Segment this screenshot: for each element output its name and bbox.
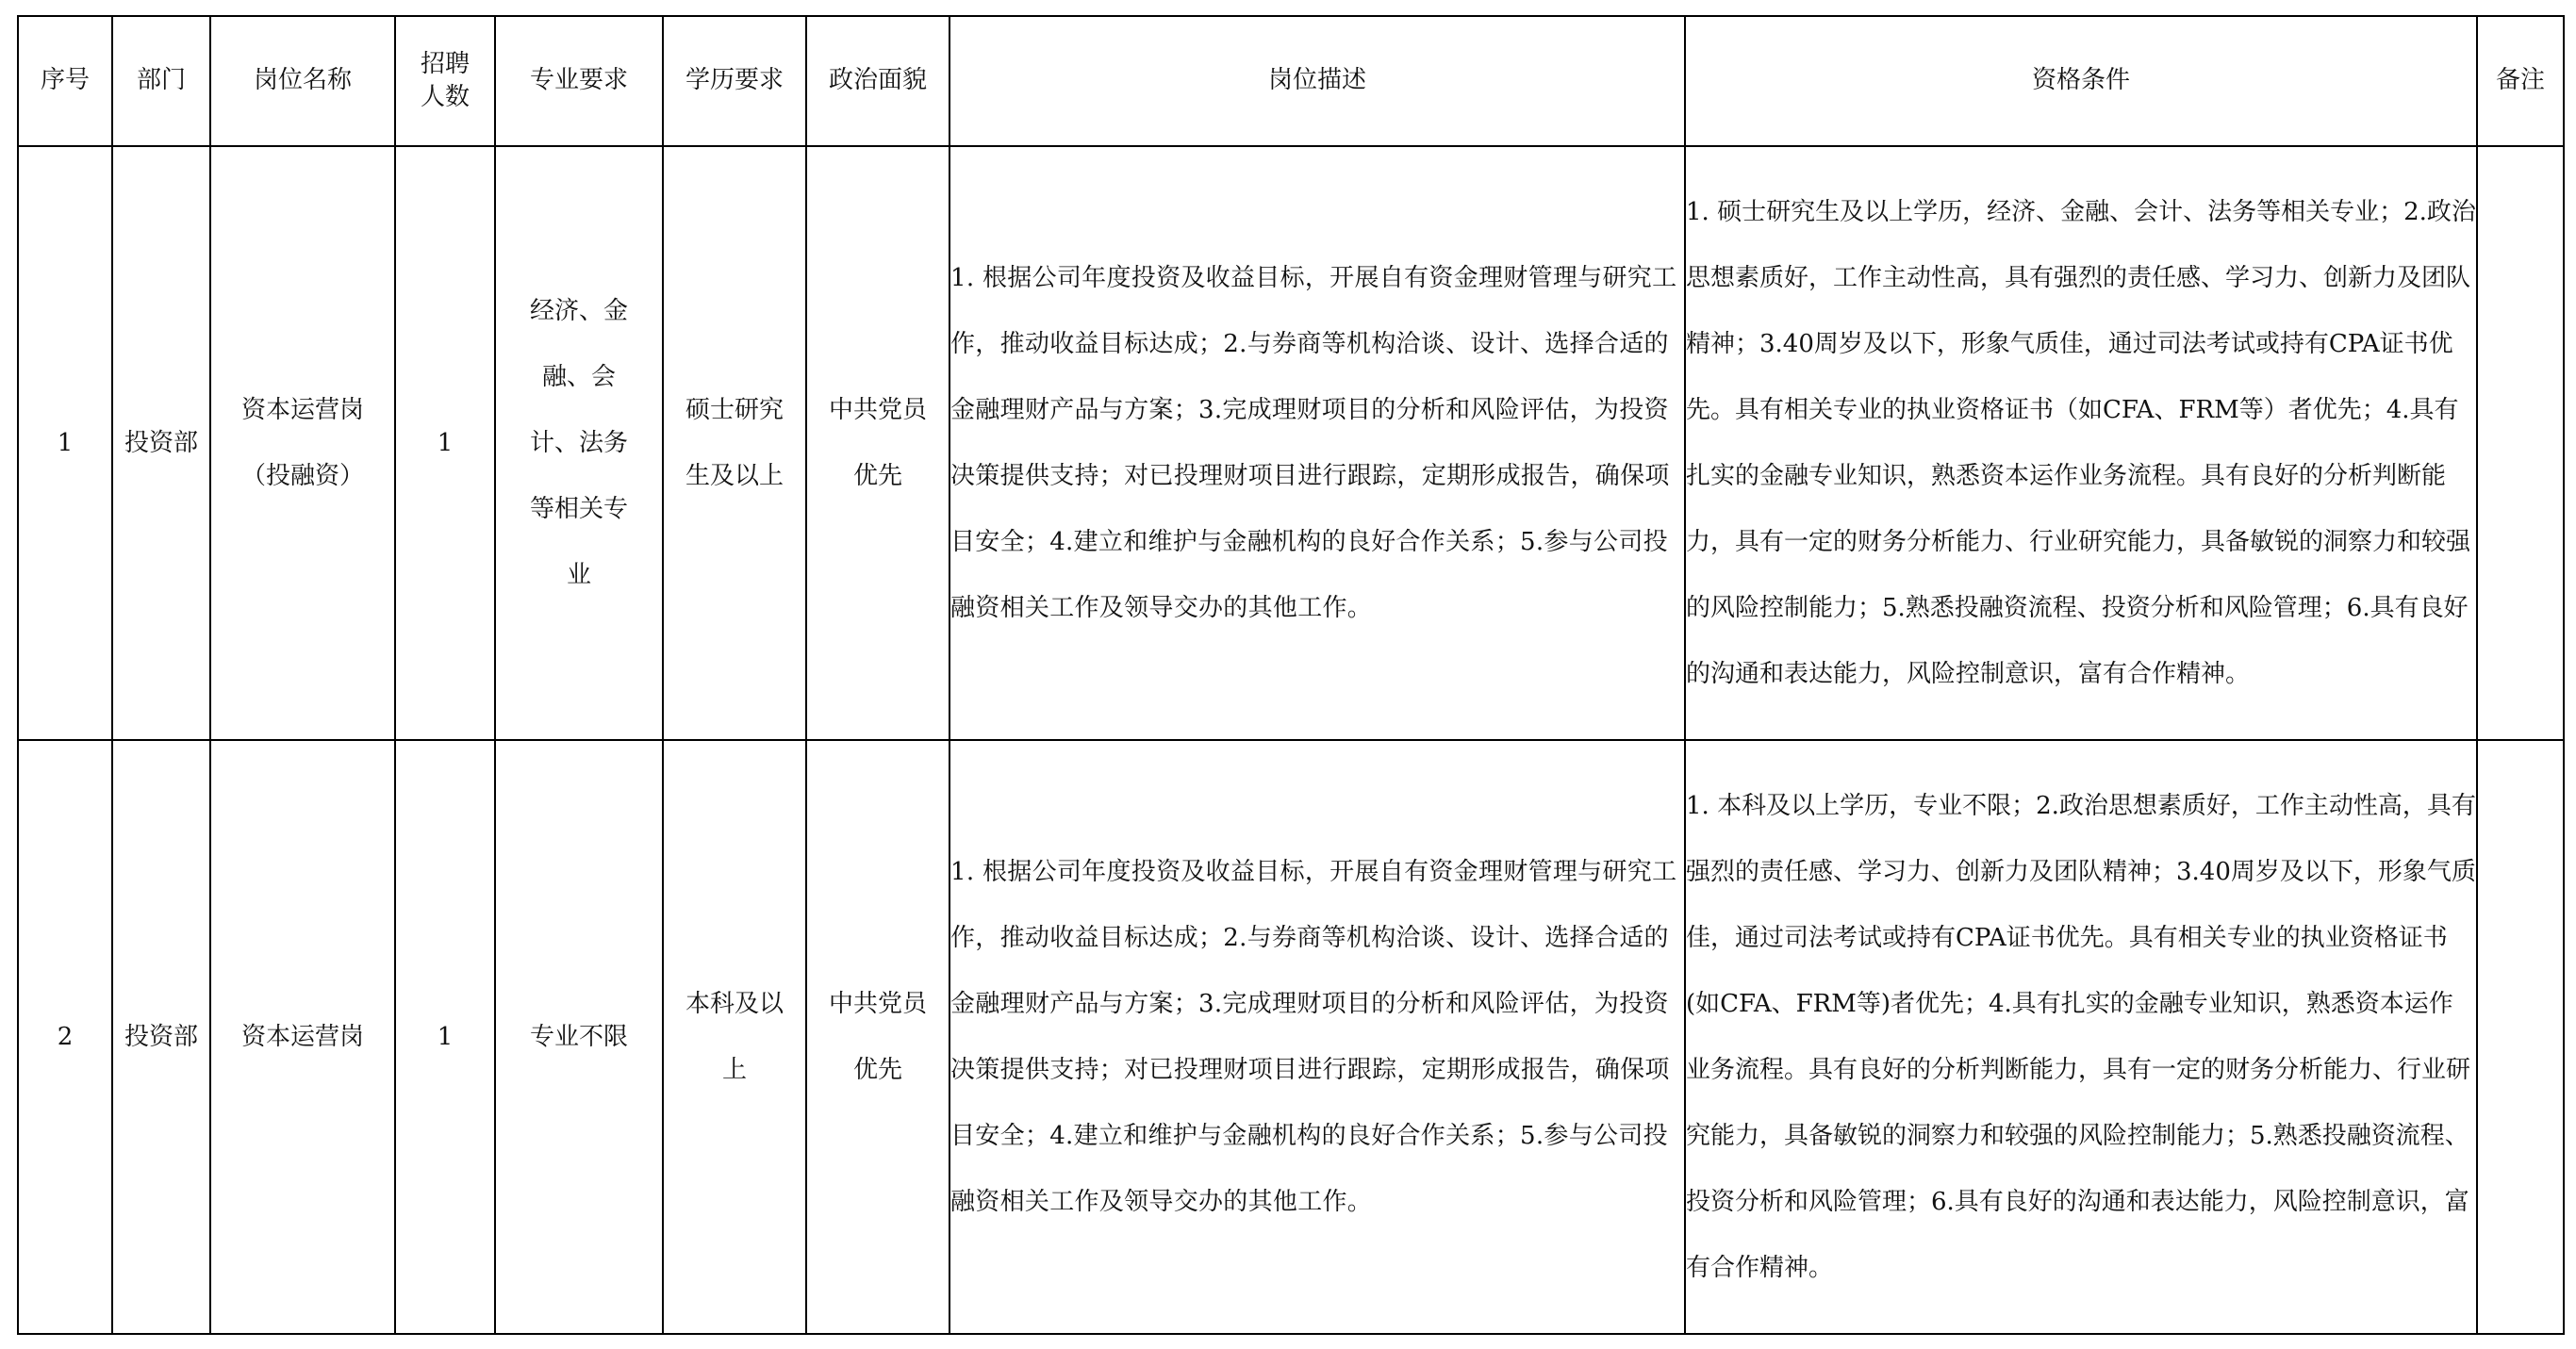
cell-education: 硕士研究生及以上 xyxy=(663,146,806,740)
cell-headcount: 1 xyxy=(395,740,495,1334)
header-headcount-line2: 人数 xyxy=(420,83,470,111)
cell-index: 1 xyxy=(18,146,112,740)
header-qualifications: 资格条件 xyxy=(1685,16,2477,146)
header-row xyxy=(18,16,2564,146)
header-notes: 备注 xyxy=(2477,16,2564,146)
cell-description: 1. 根据公司年度投资及收益目标，开展自有资金理财管理与研究工作，推动收益目标达成；2.与券商等机构洽谈、设计、选择合适的金融理财产品与方案；3.完成理财项目的分析和风险评估，为投资决策提供支持；对已投理财项目进行跟踪，定期形成报告，确保项目安全；4.建立和维护与金融机构的良好合作关系；5.参与公司投融资相关工作及领导交办的其他工作。 xyxy=(949,146,1685,740)
recruitment-table xyxy=(17,15,2565,1335)
cell-political: 中共党员优先 xyxy=(806,740,949,1334)
cell-department: 投资部 xyxy=(112,146,210,740)
cell-description: 1. 根据公司年度投资及收益目标，开展自有资金理财管理与研究工作，推动收益目标达成；2.与券商等机构洽谈、设计、选择合适的金融理财产品与方案；3.完成理财项目的分析和风险评估，为投资决策提供支持；对已投理财项目进行跟踪，定期形成报告，确保项目安全；4.建立和维护与金融机构的良好合作关系；5.参与公司投融资相关工作及领导交办的其他工作。 xyxy=(949,740,1685,1334)
cell-notes xyxy=(2477,740,2564,1334)
header-education: 学历要求 xyxy=(663,16,806,146)
header-description: 岗位描述 xyxy=(949,16,1685,146)
table-row xyxy=(18,740,2564,1334)
table-row xyxy=(18,146,2564,740)
header-headcount-line1: 招聘 xyxy=(420,49,470,78)
header-department: 部门 xyxy=(112,16,210,146)
cell-qualifications: 1. 硕士研究生及以上学历，经济、金融、会计、法务等相关专业；2.政治思想素质好，工作主动性高，具有强烈的责任感、学习力、创新力及团队精神；3.40周岁及以下，形象气质佳，通过司法考试或持有CPA证书优先。具有相关专业的执业资格证书（如CFA、FRM等）者优先；4.具有扎实的金融专业知识，熟悉资本运作业务流程。具有良好的分析判断能力，具有一定的财务分析能力、行业研究能力，具备敏锐的洞察力和较强的风险控制能力；5.熟悉投融资流程、投资分析和风险管理；6.具有良好的沟通和表达能力，风险控制意识，富有合作精神。 xyxy=(1685,146,2477,740)
cell-headcount: 1 xyxy=(395,146,495,740)
cell-department: 投资部 xyxy=(112,740,210,1334)
header-position: 岗位名称 xyxy=(210,16,395,146)
cell-political: 中共党员优先 xyxy=(806,146,949,740)
cell-major: 专业不限 xyxy=(495,740,663,1334)
cell-notes xyxy=(2477,146,2564,740)
header-major: 专业要求 xyxy=(495,16,663,146)
header-headcount xyxy=(395,16,495,146)
cell-major: 经济、金融、会计、法务等相关专业 xyxy=(495,146,663,740)
cell-qualifications: 1. 本科及以上学历，专业不限；2.政治思想素质好，工作主动性高，具有强烈的责任感、学习力、创新力及团队精神；3.40周岁及以下，形象气质佳，通过司法考试或持有CPA证书优先。具有相关专业的执业资格证书(如CFA、FRM等)者优先；4.具有扎实的金融专业知识，熟悉资本运作业务流程。具有良好的分析判断能力，具有一定的财务分析能力、行业研究能力，具备敏锐的洞察力和较强的风险控制能力；5.熟悉投融资流程、投资分析和风险管理；6.具有良好的沟通和表达能力，风险控制意识，富有合作精神。 xyxy=(1685,740,2477,1334)
header-index: 序号 xyxy=(18,16,112,146)
cell-education: 本科及以上 xyxy=(663,740,806,1334)
cell-index: 2 xyxy=(18,740,112,1334)
cell-position: 资本运营岗 xyxy=(210,740,395,1334)
header-political: 政治面貌 xyxy=(806,16,949,146)
cell-position: 资本运营岗（投融资） xyxy=(210,146,395,740)
